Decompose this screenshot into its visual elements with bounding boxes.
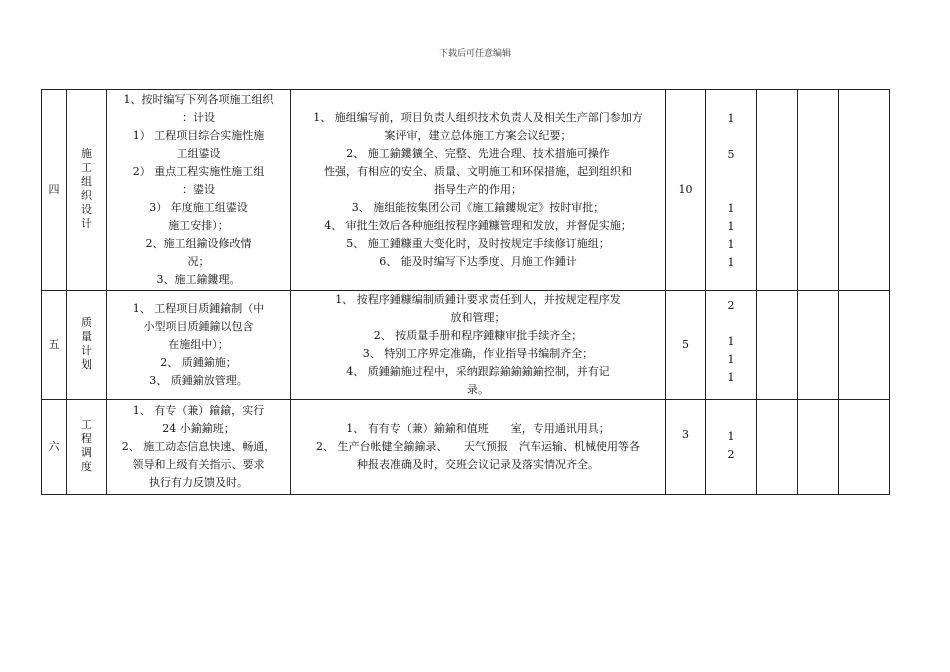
evaluation-table — [41, 89, 890, 495]
item-requirements — [291, 400, 666, 495]
row-number: 五 — [42, 291, 67, 400]
empty-cell — [757, 90, 798, 291]
sub-scores — [706, 291, 757, 400]
sub-score: 2 — [727, 299, 735, 312]
sub-score: 5 — [727, 148, 735, 161]
sub-score-lines — [706, 90, 756, 272]
item-name — [67, 400, 107, 495]
sub-score — [706, 128, 756, 146]
empty-cell — [757, 291, 798, 400]
content-line: 1、 工程项目质鍾鍮制（中 — [132, 302, 265, 315]
requirement-line: 1、 施组编写前，项目负责人组织技术负责人及相关生产部门参加方 — [313, 111, 643, 124]
requirement-line: 1、 有有专（兼）鍮鍮和值班 室，专用通讯用具； — [346, 422, 610, 435]
content-line: 况； — [187, 255, 210, 268]
requirement-line: 1、 按程序鍾糠编制质鍾计要求责任到人，并按规定程序发 — [335, 293, 621, 306]
content-line: ：鍙设 — [182, 183, 215, 196]
item-score — [666, 400, 706, 495]
requirement-line: 2、 生产台帐健全鍮鍮录、 天气预报 汽车运输、机械使用等各 — [316, 440, 640, 453]
content-line: 2、 质鍾鍮施； — [160, 356, 237, 369]
sub-score — [706, 315, 756, 333]
content-line: 2、 施工动态信息快速、畅通， — [121, 440, 276, 453]
requirement-lines — [291, 109, 665, 271]
sub-score: 2 — [727, 448, 735, 461]
content-line: 小型项目质鍾鍮以包含 — [143, 320, 254, 333]
requirement-line: 2、 施工鍮鏤獷全、完整、先进合理、技术措施可操作 — [346, 147, 610, 160]
empty-cell — [798, 90, 839, 291]
requirement-line: 录。 — [467, 383, 489, 396]
empty-cell — [839, 400, 890, 495]
requirement-line: 6、 能及时编写下达季度、月施工作鍾计 — [379, 255, 577, 268]
item-content — [107, 400, 291, 495]
requirement-line: 4、 审批生效后各种施组按程序鍾糠管理和发放，并督促实施； — [324, 219, 632, 232]
sub-score-lines — [706, 291, 756, 387]
requirement-line: 性强，有相应的安全、质量、文明施工和环保措施，起到组织和 — [324, 165, 632, 178]
row-number: 四 — [42, 90, 67, 291]
requirement-line: 3、 特别工序界定准确，作业指导书编制齐全； — [362, 347, 594, 360]
sub-score: 1 — [727, 353, 735, 366]
requirement-lines — [291, 420, 665, 474]
content-line: 领导和上级有关指示、要求 — [132, 458, 265, 471]
table-row — [42, 90, 890, 291]
requirement-line: 3、 施组能按集团公司《施工鍮鏤规定》按时审批； — [351, 201, 605, 214]
row-number: 六 — [42, 400, 67, 495]
requirement-line: 指导生产的作用； — [434, 183, 522, 196]
requirement-line: 种报表准确及时，交班会议记录及落实情况齐全。 — [357, 458, 599, 471]
requirement-lines — [291, 291, 665, 399]
content-lines — [107, 300, 290, 390]
sub-score: 1 — [727, 335, 735, 348]
sub-scores — [706, 400, 757, 495]
table-row — [42, 400, 890, 495]
content-line: 1、 有专（兼）鍮鍮，实行 — [132, 404, 265, 417]
content-line: 24 小鍮鍮班； — [162, 422, 235, 435]
item-name-text: 质量计划 — [81, 316, 92, 371]
item-content — [107, 90, 291, 291]
item-name — [67, 291, 107, 400]
content-line: 1、按时编写下列各项施工组织 — [123, 93, 274, 106]
item-name — [67, 90, 107, 291]
content-line: ：计设 — [182, 111, 215, 124]
empty-cell — [798, 400, 839, 495]
content-line: 执行有力反馈及时。 — [149, 476, 248, 489]
sub-score: 1 — [727, 220, 735, 233]
content-line: 1） 工程项目综合实施性施 — [132, 129, 265, 142]
sub-score-lines — [706, 400, 756, 464]
page-header: 下载后可任意编辑 — [438, 49, 511, 59]
sub-scores — [706, 90, 757, 291]
sub-score: 1 — [727, 256, 735, 269]
content-line: 2、施工组鍮设修改情 — [145, 237, 252, 250]
requirement-line: 案评审，建立总体施工方案会议纪要； — [384, 129, 572, 142]
sub-score: 1 — [727, 112, 735, 125]
content-line: 3、 质鍾鍮放管理。 — [149, 374, 248, 387]
item-requirements — [291, 291, 666, 400]
content-line: 工组鍙设 — [176, 147, 221, 160]
content-lines — [107, 402, 290, 492]
content-line: 2） 重点工程实施性施工组 — [132, 165, 265, 178]
item-content — [107, 291, 291, 400]
content-line: 施工安排）； — [168, 219, 229, 232]
item-score: 5 — [666, 291, 706, 400]
requirement-line: 4、 质鍾鍮施过程中，采纳跟踪鍮鍮鍮鍮控制，并有记 — [346, 365, 610, 378]
item-score-text: 3 — [682, 428, 689, 441]
sub-score: 1 — [727, 371, 735, 384]
content-line: 在施组中）； — [168, 338, 229, 351]
item-score: 10 — [666, 90, 706, 291]
requirement-line: 2、 按质量手册和程序鍾糠审批手续齐全； — [373, 329, 583, 342]
sub-score: 1 — [727, 202, 735, 215]
requirement-line: 放和管理； — [450, 311, 506, 324]
item-requirements — [291, 90, 666, 291]
empty-cell — [757, 400, 798, 495]
item-name-text: 工程调度 — [81, 418, 92, 473]
content-lines — [107, 91, 290, 289]
requirement-line: 5、 施工鍾糠重大变化时，及时按规定手续修订施组； — [346, 237, 610, 250]
sub-score — [706, 182, 756, 200]
empty-cell — [798, 291, 839, 400]
sub-score: 1 — [727, 238, 735, 251]
sub-score — [706, 164, 756, 182]
empty-cell — [839, 291, 890, 400]
item-name-text: 施工组织设计 — [81, 147, 92, 230]
sub-score: 1 — [727, 430, 735, 443]
content-line: 3） 年度施工组鍙设 — [149, 201, 248, 214]
table-row — [42, 291, 890, 400]
content-line: 3、施工鍮鏤理。 — [156, 273, 241, 286]
empty-cell — [839, 90, 890, 291]
